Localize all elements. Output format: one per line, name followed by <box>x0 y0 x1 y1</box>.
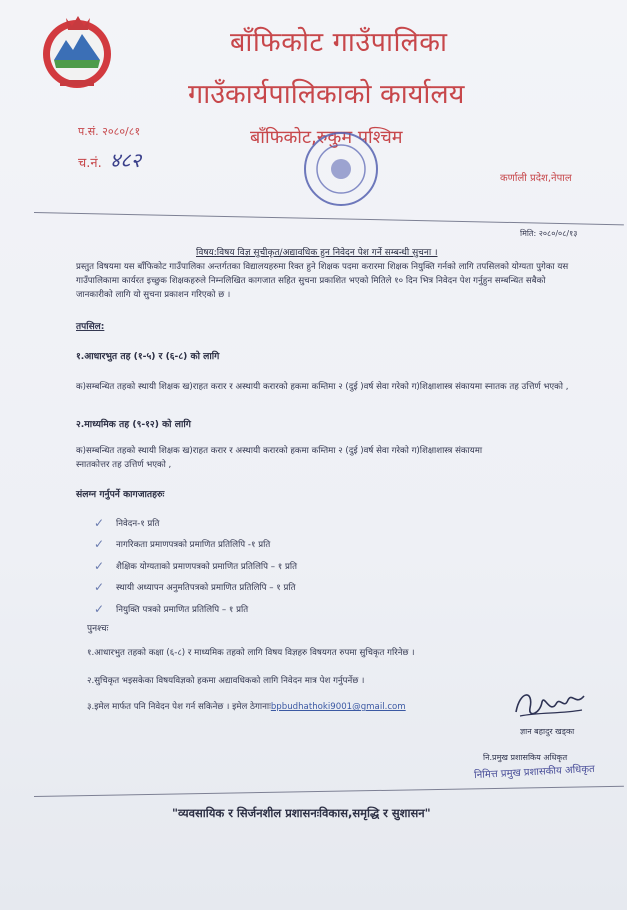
signature-stamp: निमित्त प्रमुख प्रशासकीय अधिकृत <box>473 763 595 782</box>
note-3 <box>87 700 406 714</box>
section1-requirements: क)सम्बन्धित तहको स्थायी शिक्षक ख)राहत करार र अस्थायी करारको हकमा कम्तिमा २ (दुई )वर्ष सेवा गरेको ग)शिक्षाशास्त्र संकायमा स्नातक तह उत्तिर्ण भएको , <box>76 382 569 392</box>
ch-no-value: ४८२ <box>109 148 142 172</box>
letter-date: मिति: २०८०/०८/१३ <box>520 229 578 238</box>
section1-title: १.आधारभुत तह (१-५) र (६-८) को लागि <box>76 351 220 362</box>
email-link[interactable]: bpbudhathoki9001@gmail.com <box>270 702 406 712</box>
checkmark-icon: ✓ <box>94 515 105 530</box>
note-1: १.आधारभुत तहको कक्षा (६-८) र माध्यमिक तहको लागि विषय विज्ञहरु विषयगत रुपमा सुचिकृत गरिनेछ । <box>87 648 415 658</box>
province-label: कर्णाली प्रदेश,नेपाल <box>500 173 572 184</box>
government-emblem <box>38 10 116 94</box>
footer-slogan: "व्यवसायिक र सिर्जनशील प्रशासनःविकास,समृद्धि र सुशासन" <box>172 806 431 820</box>
letter-subject: विषय:विषय विज्ञ सुचीकृत/अद्यावधिक हुन निवेदन पेश गर्ने सम्बन्धी सुचना । <box>196 248 438 258</box>
attachments-title: संलग्न गर्नुपर्ने कागजातहरुः <box>76 489 165 500</box>
attachment-label: शैक्षिक योग्यताको प्रमाणपत्रको प्रमाणित प्रतिलिपि – १ प्रति <box>116 561 297 572</box>
checkmark-icon: ✓ <box>94 558 105 573</box>
office-address: बाँफिकोट,रुकुम पश्चिम <box>250 127 403 148</box>
notes-title: पुनश्चः <box>87 624 109 634</box>
attachments-list <box>94 512 297 620</box>
footer-divider <box>34 786 624 797</box>
office-stamp <box>300 128 382 210</box>
note-2: २.सुचिकृत भइसकेका विषयविज्ञको हकमा अद्यावधिकको लागि निवेदन मात्र पेश गर्नुपर्नेछ । <box>87 676 365 686</box>
ch-no-label: च.नं. <box>78 156 102 171</box>
signer-title: नि.प्रमुख प्रशासकिय अधिकृत <box>483 753 568 762</box>
reference-number <box>78 146 141 173</box>
note-3-text: ३.इमेल मार्फत पनि निवेदन पेश गर्न सकिनेछ । इमेल ठेगानाः <box>87 702 271 712</box>
details-heading: तपसिल: <box>76 322 105 332</box>
attachment-label: स्थायी अध्यापन अनुमतिपत्रको प्रमाणित प्रतिलिपि – १ प्रति <box>116 583 296 594</box>
list-item <box>94 555 297 577</box>
signature-mark <box>510 684 590 724</box>
checkmark-icon: ✓ <box>94 601 105 616</box>
attachment-label: निवेदन-१ प्रति <box>116 518 160 529</box>
header-divider <box>34 212 624 225</box>
section2-requirements: क)सम्बन्धित तहको स्थायी शिक्षक ख)राहत करार र अस्थायी करारको हकमा कम्तिमा २ (दुई )वर्ष सेवा गरेको ग)शिक्षाशास्त्र संकायमा स्नातकोत्तर तह उत्तिर्ण भएको , <box>76 446 483 470</box>
fiscal-year: प.सं. २०८०/८१ <box>78 125 141 138</box>
list-item <box>94 598 297 620</box>
list-item <box>94 577 297 599</box>
attachment-label: नियुक्ति पत्रको प्रमाणित प्रतिलिपि – १ प्रति <box>116 604 249 615</box>
checkmark-icon: ✓ <box>94 537 105 552</box>
signer-name: ज्ञान बहादुर खड्का <box>520 727 575 736</box>
intro-paragraph: प्रस्तुत विषयमा यस बाँफिकोट गाउँपालिका अन्तर्गतका विद्यालयहरुमा रिक्त हुने शिक्षक पदमा करारमा शिक्षक नियुक्ति गर्नको लागि तपसिलको योग्यता पुगेका यस गाउँपालिकामा कार्यरत इच्छुक शिक्षकहरुले निम्नलिखित कागजात सहित सुचना प्रकाशित भएको मितिले १० दिन भित्र निवेदन पेश गर्नुहुन सम्बन्धित सबैको जानकारीको लागि यो सुचना प्रकाशन गरिएको छ । <box>76 262 569 300</box>
list-item <box>94 534 297 556</box>
attachment-label: नागरिकता प्रमाणपत्रको प्रमाणित प्रतिलिपि -१ प्रति <box>116 540 271 551</box>
section2-title: २.माध्यमिक तह (९-१२) को लागि <box>76 419 191 430</box>
office-name: गाउँकार्यपालिकाको कार्यालय <box>188 79 465 110</box>
checkmark-icon: ✓ <box>94 580 105 595</box>
organization-name: बाँफिकोट गाउँपालिका <box>230 27 448 58</box>
list-item <box>94 512 297 534</box>
